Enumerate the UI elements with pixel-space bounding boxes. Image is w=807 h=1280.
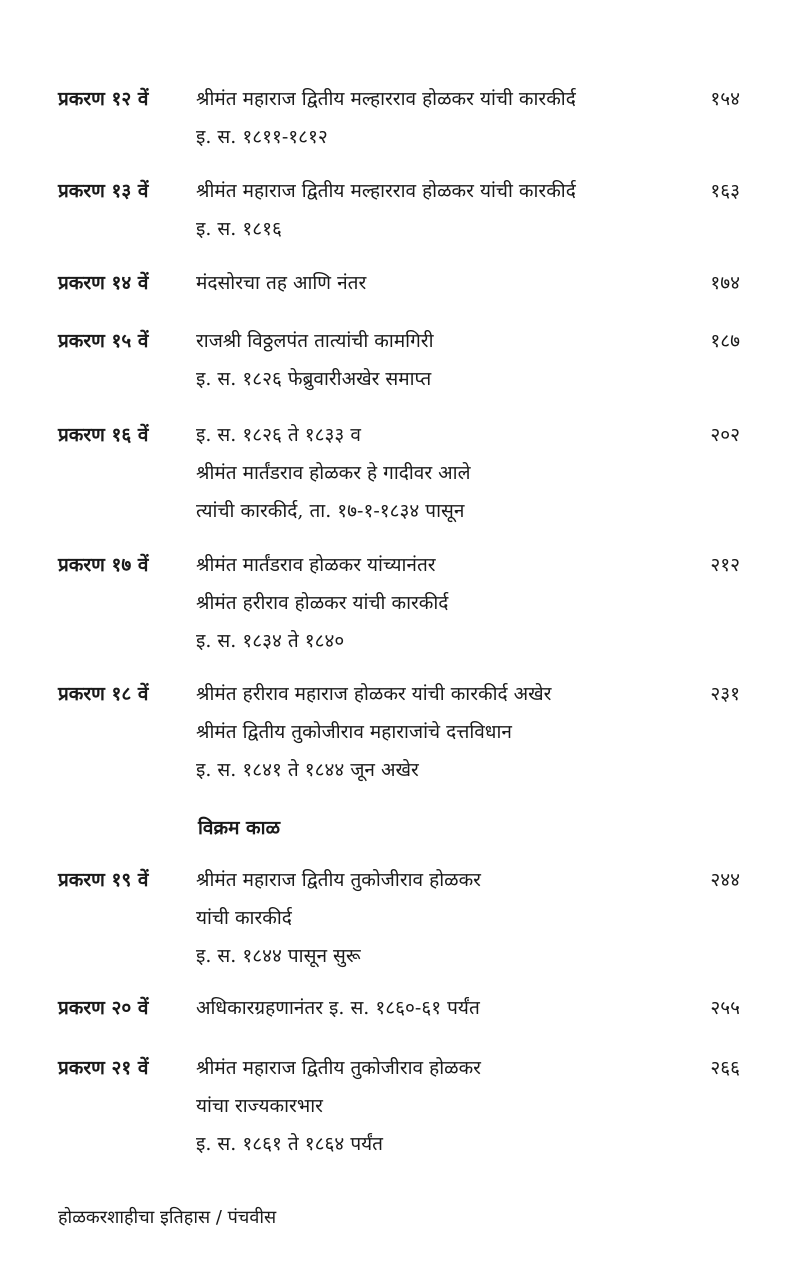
chapter-title: [196, 272, 651, 310]
chapter-title-line: श्रीमंत महाराज द्वितीय तुकोजीराव होळकर: [196, 1057, 481, 1079]
chapter-title-line: इ. स. १८४१ ते १८४४ जून अखेर: [196, 759, 419, 781]
chapter-title: [196, 1057, 651, 1171]
chapter-title-line: इ. स. १८४४ पासून सुरू: [196, 945, 361, 967]
page-number: २०२: [710, 424, 740, 446]
chapter-label: प्रकरण १५ वें: [58, 330, 149, 352]
chapter-title-line: इ. स. १८६१ ते १८६४ पर्यंत: [196, 1133, 383, 1155]
page-number: २४४: [710, 869, 740, 891]
chapter-title: [196, 330, 651, 406]
chapter-title-line: श्रीमंत हरीराव महाराज होळकर यांची कारकीर्द अखेर: [196, 683, 552, 705]
page-number: २१२: [710, 554, 740, 576]
page-number: १८७: [710, 330, 740, 352]
chapter-title: [196, 554, 651, 668]
chapter-title-line: श्रीमंत मार्तंडराव होळकर हे गादीवर आले: [196, 462, 471, 484]
chapter-label: प्रकरण १३ वें: [58, 180, 149, 202]
page-number: २५५: [710, 997, 740, 1019]
chapter-title-line: श्रीमंत द्वितीय तुकोजीराव महाराजांचे दत्तविधान: [196, 721, 512, 743]
chapter-title: [196, 180, 651, 256]
chapter-title-line: इ. स. १८१६: [196, 218, 282, 240]
chapter-title-line: इ. स. १८२६ फेब्रुवारीअखेर समाप्त: [196, 368, 432, 390]
chapter-title-line: श्रीमंत महाराज द्वितीय मल्हारराव होळकर यांची कारकीर्द: [196, 88, 576, 110]
chapter-title-line: इ. स. १८११-१८१२: [196, 126, 328, 148]
chapter-title-line: त्यांची कारकीर्द, ता. १७-१-१८३४ पासून: [196, 500, 465, 522]
chapter-title-line: राजश्री विठ्ठलपंत तात्यांची कामगिरी: [196, 330, 434, 352]
chapter-title: [196, 424, 651, 538]
chapter-title: [196, 683, 651, 797]
chapter-title-line: इ. स. १८३४ ते १८४०: [196, 630, 345, 652]
chapter-title-line: अधिकारग्रहणानंतर इ. स. १८६०-६१ पर्यंत: [196, 997, 480, 1019]
chapter-label: प्रकरण १२ वें: [58, 88, 149, 110]
chapter-title-line: यांचा राज्यकारभार: [196, 1095, 323, 1117]
chapter-title-line: मंदसोरचा तह आणि नंतर: [196, 272, 367, 294]
chapter-label: प्रकरण १८ वें: [58, 683, 149, 705]
chapter-title-line: श्रीमंत महाराज द्वितीय मल्हारराव होळकर यांची कारकीर्द: [196, 180, 576, 202]
chapter-label: प्रकरण २० वें: [58, 997, 149, 1019]
page-number: २६६: [710, 1057, 740, 1079]
section-heading: विक्रम काळ: [198, 817, 281, 839]
chapter-title: [196, 997, 651, 1035]
chapter-title: [196, 88, 651, 164]
page-number: १६३: [710, 180, 740, 202]
chapter-title-line: यांची कारकीर्द: [196, 907, 292, 929]
chapter-label: प्रकरण १६ वें: [58, 424, 149, 446]
chapter-title-line: श्रीमंत मार्तंडराव होळकर यांच्यानंतर: [196, 554, 436, 576]
chapter-label: प्रकरण १७ वें: [58, 554, 149, 576]
chapter-title-line: इ. स. १८२६ ते १८३३ व: [196, 424, 361, 446]
chapter-title-line: श्रीमंत महाराज द्वितीय तुकोजीराव होळकर: [196, 869, 481, 891]
page-number: १५४: [710, 88, 740, 110]
chapter-title: [196, 869, 651, 983]
page-number: १७४: [710, 272, 740, 294]
chapter-title-line: श्रीमंत हरीराव होळकर यांची कारकीर्द: [196, 592, 449, 614]
chapter-label: प्रकरण १४ वें: [58, 272, 149, 294]
chapter-label: प्रकरण १९ वें: [58, 869, 149, 891]
page-number: २३१: [710, 683, 740, 705]
chapter-label: प्रकरण २१ वें: [58, 1057, 149, 1079]
page-footer: होळकरशाहीचा इतिहास / पंचवीस: [58, 1207, 277, 1228]
